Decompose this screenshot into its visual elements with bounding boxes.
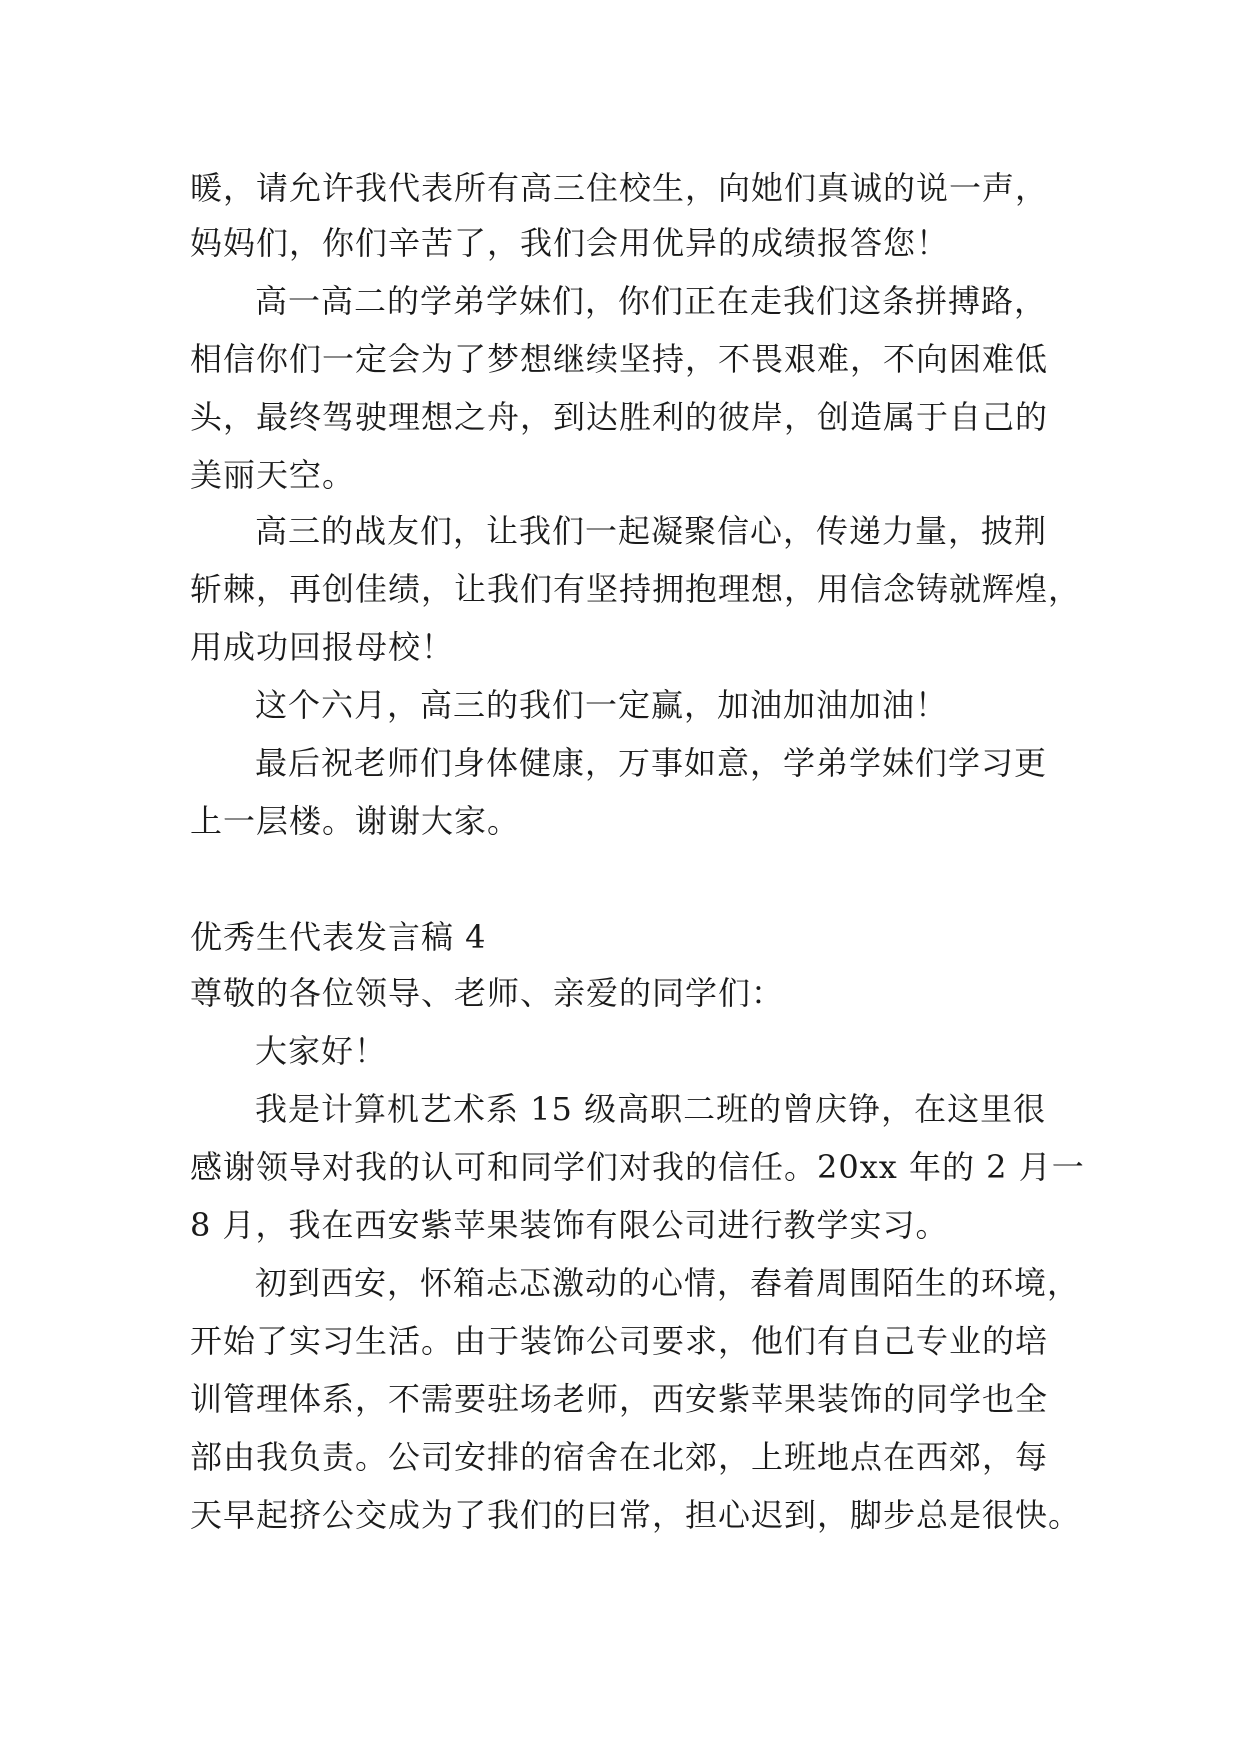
paragraph-line: 妈妈们，你们辛苦了，我们会用优异的成绩报答您！ (190, 224, 950, 262)
paragraph-line: 最后祝老师们身体健康，万事如意，学弟学妹们学习更 (255, 744, 1048, 782)
paragraph-line: 高三的战友们，让我们一起凝聚信心，传递力量，披荆 (255, 512, 1048, 550)
salutation: 尊敬的各位领导、老师、亲爱的同学们： (190, 974, 785, 1012)
paragraph-line: 训管理体系，不需要驻场老师，西安紫苹果装饰的同学也全 (190, 1380, 1049, 1418)
paragraph-line: 开始了实习生活。由于装饰公司要求，他们有自己专业的培 (190, 1322, 1049, 1360)
paragraph-line: 初到西安，怀箱忐忑激动的心情，舂着周围陌生的环境， (255, 1264, 1081, 1302)
paragraph-line: 这个六月，高三的我们一定赢，加油加油加油！ (255, 686, 949, 724)
paragraph-line: 感谢领导对我的认可和同学们对我的信任。20xx 年的 2 月一 (190, 1148, 1085, 1186)
paragraph-line: 相信你们一定会为了梦想继续坚持，不畏艰难，不向困难低 (190, 340, 1049, 378)
paragraph-line: 我是计算机艺术系 15 级高职二班的曾庆铮，在这里很 (255, 1090, 1047, 1128)
paragraph-line: 天早起挤公交成为了我们的曰常，担心迟到，脚步总是很快。 (190, 1496, 1082, 1534)
section-title: 优秀生代表发言稿 4 (190, 918, 487, 956)
paragraph-line: 高一高二的学弟学妹们，你们正在走我们这条拼搏路， (255, 282, 1048, 320)
paragraph-line: 美丽天空。 (190, 456, 356, 494)
paragraph-line: 部由我负责。公司安排的宿舍在北郊，上班地点在西郊，每 (190, 1438, 1049, 1476)
paragraph-line: 暖，请允许我代表所有高三住校生，向她们真诚的说一声， (190, 169, 1049, 207)
paragraph-line: 头，最终驾驶理想之舟，到达胜利的彼岸，创造属于自己的 (190, 398, 1049, 436)
greeting: 大家好！ (255, 1032, 388, 1070)
paragraph-line: 上一层楼。谢谢大家。 (190, 802, 521, 840)
paragraph-line: 8 月，我在西安紫苹果装饰有限公司进行教学实习。 (190, 1206, 949, 1244)
paragraph-line: 斩棘，再创佳绩，让我们有坚持拥抱理想，用信念铸就辉煌， (190, 570, 1082, 608)
paragraph-line: 用成功回报母校！ (190, 628, 455, 666)
